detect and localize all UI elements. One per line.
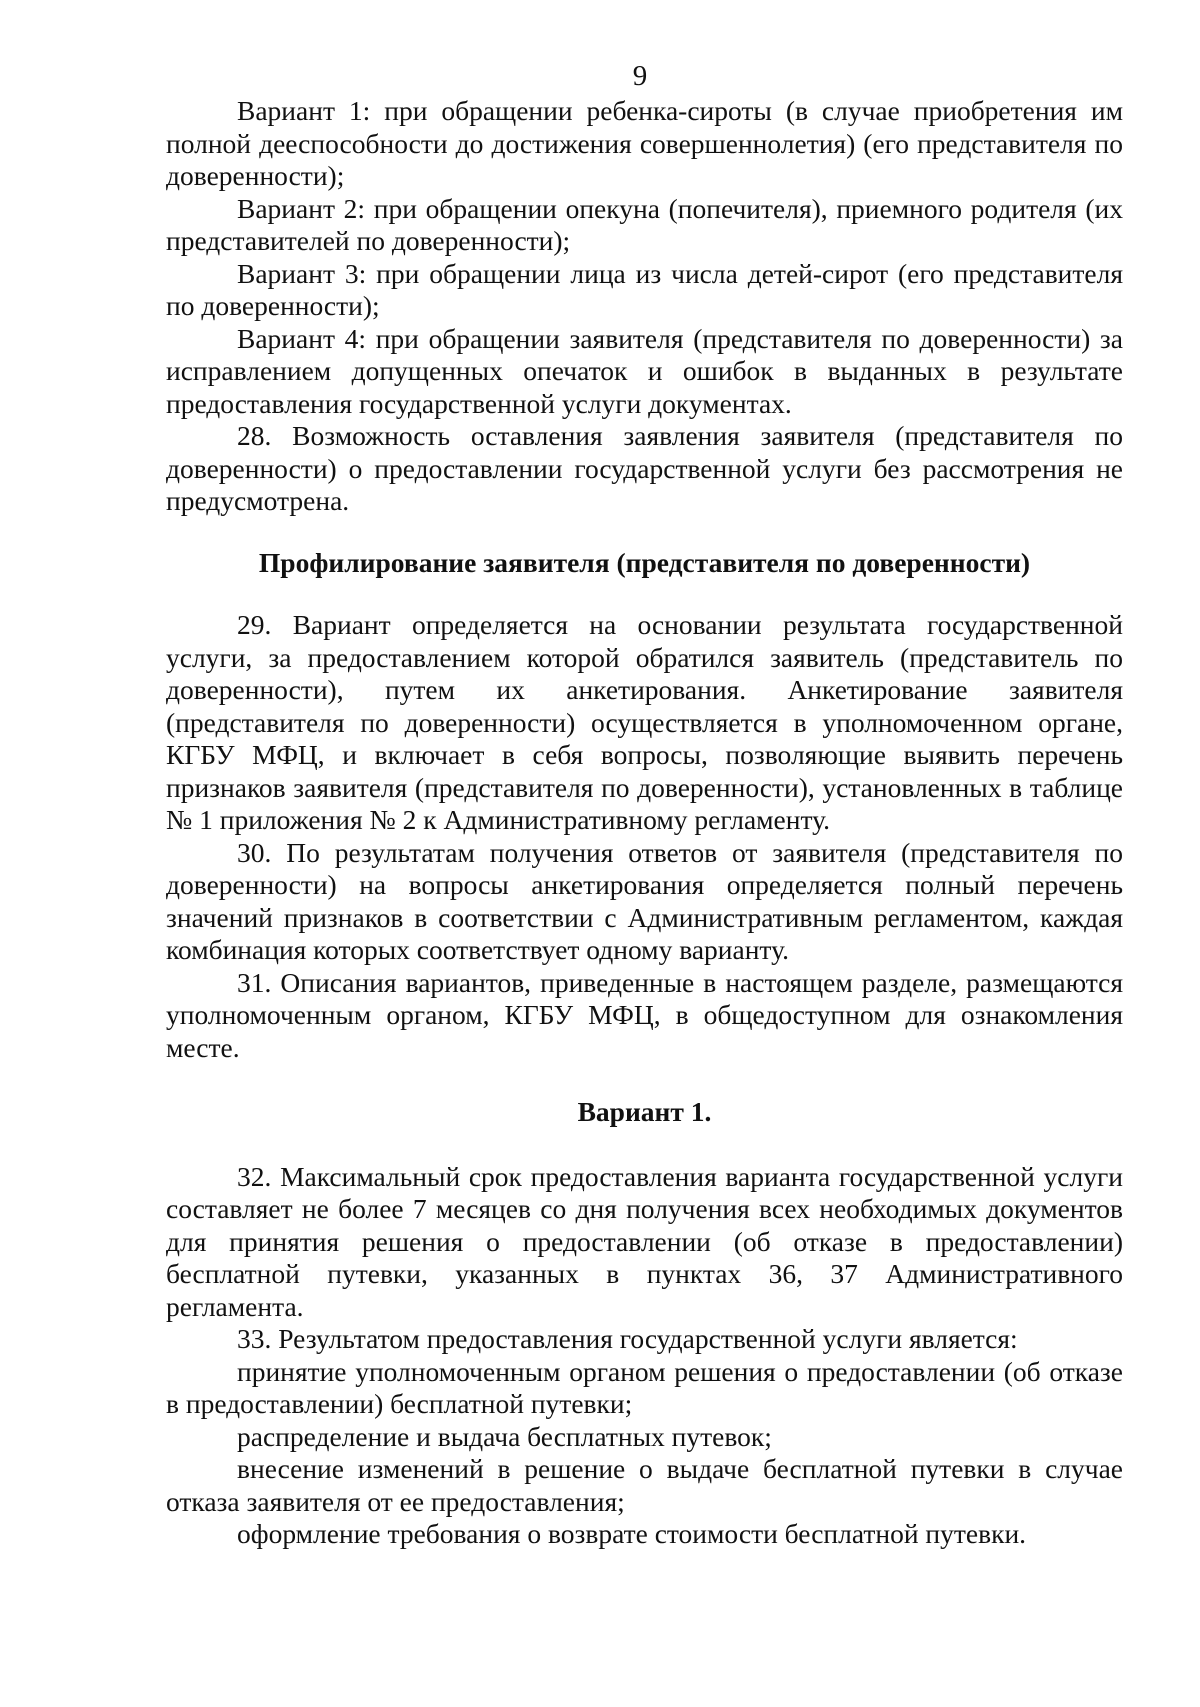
list-item-distribution: распределение и выдача бесплатных путевок; [237,1420,772,1452]
paragraph-31: 31. Описания вариантов, приведенные в настоящем разделе, размещаются уполномоченным органом, КГБУ МФЦ, в общедоступном для ознакомления месте. [166,966,1123,1063]
paragraph-30: 30. По результатам получения ответов от заявителя (представителя по доверенности) на вопросы анкетирования определяется полный перечень значений признаков в соответствии с Административным регламентом, каждая комбинация которых соответствует одному варианту. [166,836,1123,965]
section-heading-profiling: Профилирование заявителя (представителя по доверенности) [258,546,1031,578]
paragraph-29: 29. Вариант определяется на основании результата государственной услуги, за предоставлением которой обратился заявитель (представитель по доверенности), путем их анкетирования. Анкетирование заявителя (представителя по доверенности) осуществляется в уполномоченном органе, КГБУ МФЦ, и включает в себя вопросы, позволяющие выявить перечень признаков заявителя (представителя по доверенности), установленных в таблице № 1 приложения № 2 к Административному регламенту. [166,609,1123,835]
paragraph-28: 28. Возможность оставления заявления заявителя (представителя по доверенности) о предоставлении государственной услуги без рассмотрения не предусмотрена. [166,420,1123,516]
paragraph-variant-2: Вариант 2: при обращении опекуна (попечителя), приемного родителя (их представителей по доверенности); [166,192,1123,256]
paragraph-variant-1: Вариант 1: при обращении ребенка-сироты (в случае приобретения им полной дееспособности до достижения совершеннолетия) (его представителя по доверенности); [166,95,1123,191]
section-heading-variant-1: Вариант 1. [577,1096,712,1127]
list-item-refund: оформление требования о возврате стоимости бесплатной путевки. [237,1518,1027,1549]
paragraph-variant-4: Вариант 4: при обращении заявителя (представителя по доверенности) за исправлением допущенных опечаток и ошибок в выданных в результате предоставления государственной услуги документах. [166,322,1123,419]
paragraph-variant-3: Вариант 3: при обращении лица из числа детей-сирот (его представителя по доверенности); [166,257,1123,321]
paragraph-32: 32. Максимальный срок предоставления варианта государственной услуги составляет не более 7 месяцев со дня получения всех необходимых документов для принятия решения о предоставлении (об отказе в предоставлении) бесплатной путевки, указанных в пунктах 36, 37 Административного регламента. [166,1160,1123,1322]
document-body [166,95,1123,1551]
paragraph-33: 33. Результатом предоставления государственной услуги является: [237,1323,1018,1354]
page-number: 9 [632,60,648,92]
list-item-decision: принятие уполномоченным органом решения о предоставлении (об отказе в предоставлении) бесплатной путевки; [166,1355,1123,1419]
list-item-changes: внесение изменений в решение о выдаче бесплатной путевки в случае отказа заявителя от ее предоставления; [166,1453,1123,1517]
